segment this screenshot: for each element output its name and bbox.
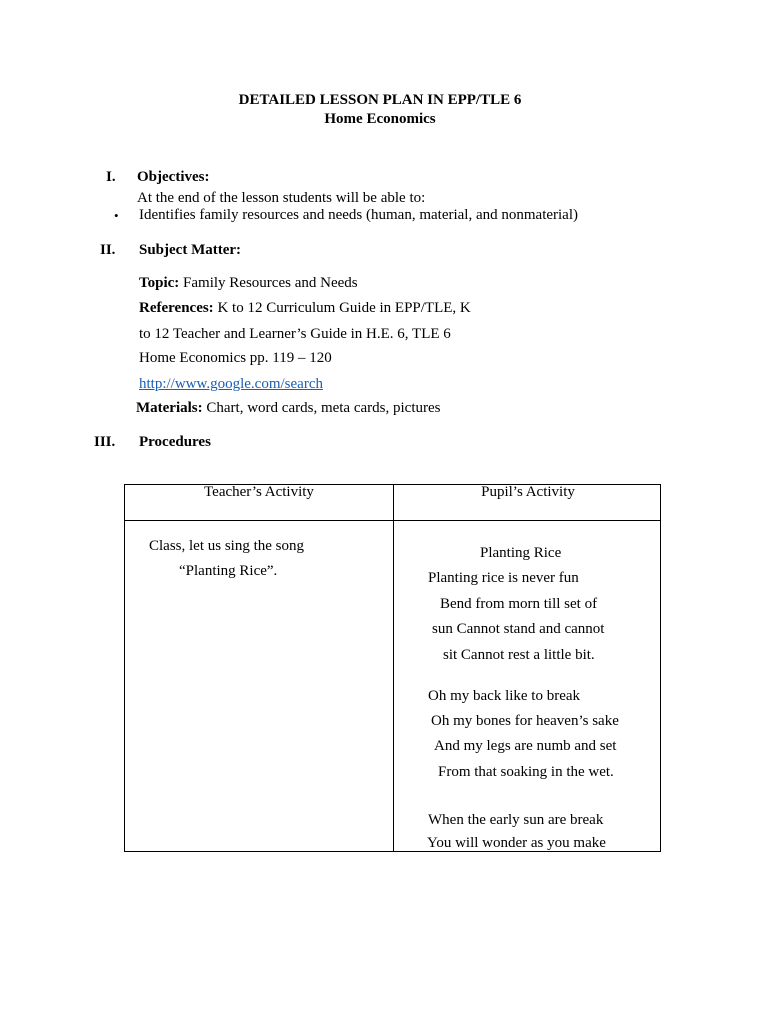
- teacher-line: Class, let us sing the song: [149, 538, 305, 554]
- teacher-line: “Planting Rice”.: [179, 563, 278, 579]
- pupil-activity-header: Pupil’s Activity: [481, 484, 575, 500]
- pupil-activity-cell: [394, 521, 661, 852]
- materials-label: Materials:: [136, 400, 203, 416]
- table-header-teacher: [125, 485, 394, 521]
- song-line: Oh my back like to break: [428, 688, 581, 704]
- song-line: Bend from morn till set of: [440, 596, 598, 612]
- section-numeral-procedures: III.: [94, 434, 116, 450]
- song-line: Planting rice is never fun: [428, 570, 579, 586]
- table-header-row: [125, 485, 661, 521]
- references-continued: to 12 Teacher and Learner’s Guide in H.E. 6, TLE 6: [139, 326, 451, 342]
- references-line: [139, 300, 471, 317]
- objective-item: Identifies family resources and needs (human, material, and nonmaterial): [139, 207, 578, 223]
- references-label: References:: [139, 300, 214, 316]
- materials-value: Chart, word cards, meta cards, pictures: [206, 400, 441, 416]
- page-subtitle: Home Economics: [324, 111, 436, 127]
- references-continued: Home Economics pp. 119 – 120: [139, 350, 332, 366]
- subject-matter-heading: Subject Matter:: [139, 242, 242, 258]
- references-value: K to 12 Curriculum Guide in EPP/TLE, K: [217, 300, 471, 316]
- song-title: Planting Rice: [480, 545, 562, 561]
- song-line: Oh my bones for heaven’s sake: [431, 713, 619, 729]
- song-line: sit Cannot rest a little bit.: [443, 647, 595, 663]
- song-line: When the early sun are break: [428, 812, 604, 828]
- section-numeral-subject-matter: II.: [100, 242, 116, 258]
- table-row: [125, 521, 661, 852]
- teacher-activity-header: Teacher’s Activity: [204, 484, 314, 500]
- teacher-activity-cell: [125, 521, 394, 852]
- topic-value: Family Resources and Needs: [183, 275, 358, 291]
- topic-line: [139, 275, 358, 292]
- objectives-heading: Objectives:: [137, 169, 210, 185]
- procedures-heading: Procedures: [139, 434, 211, 450]
- objectives-intro: At the end of the lesson students will be able to:: [137, 190, 426, 206]
- bullet-icon: •: [114, 208, 119, 223]
- table-header-pupil: [394, 485, 661, 521]
- song-line: From that soaking in the wet.: [438, 764, 614, 780]
- materials-line: [136, 400, 440, 417]
- song-line: You will wonder as you make: [427, 835, 606, 851]
- section-numeral-objectives: I.: [106, 169, 116, 185]
- reference-link[interactable]: http://www.google.com/search: [139, 376, 323, 392]
- page-title: DETAILED LESSON PLAN IN EPP/TLE 6: [238, 92, 522, 108]
- procedures-table: [124, 484, 661, 852]
- song-line: sun Cannot stand and cannot: [432, 621, 605, 637]
- song-line: And my legs are numb and set: [434, 738, 617, 754]
- topic-label: Topic:: [139, 275, 180, 291]
